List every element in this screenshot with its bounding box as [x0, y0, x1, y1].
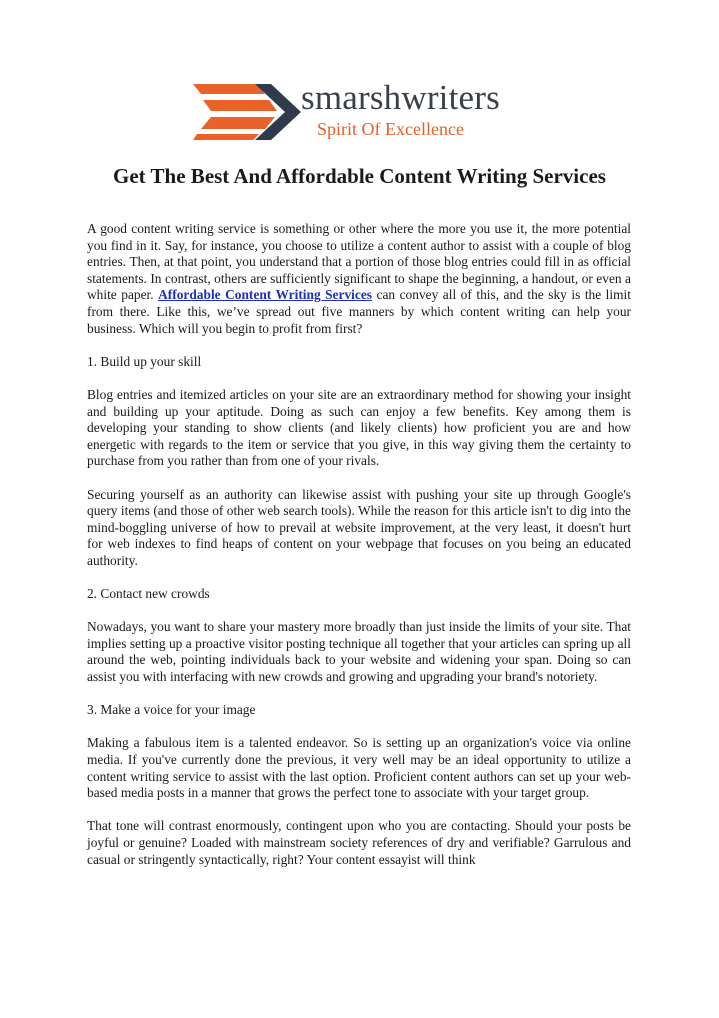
logo-tagline: Spirit Of Excellence: [317, 119, 464, 139]
section-heading: 3. Make a voice for your image: [87, 702, 256, 718]
logo-chevron-icon: [193, 84, 303, 140]
page-title: Get The Best And Affordable Content Writing Services: [113, 164, 606, 188]
intro-text-before-link: A good content writing service is something or other where the more you use it, the more potential you find in it. Say, for instance, you choose to utilize a content author to assist with a couple of blog entries. Then, at that point, you understand that a portion of those blog entries could fill in as official statements. In contrast, others are sufficiently significant to shape the beginning, a handout, or even a white paper.: [87, 221, 631, 303]
brand-logo: [193, 78, 533, 144]
section-paragraph: That tone will contrast enormously, contingent upon who you are contacting. Should your posts be joyful or genuine? Loaded with mainstream society references of dry and verifiable? Garrulous and casual or stringently syntactically, right? Your content essayist will think: [87, 818, 631, 867]
intro-paragraph: [87, 221, 631, 337]
intro-text-after-link: can convey all of this, and the sky is the limit from there. Like this, we’ve spread out five manners by which content writing can help your business. Which will you begin to profit from first?: [87, 287, 631, 336]
logo-name: smarshwriters: [301, 78, 500, 117]
article-body: [87, 221, 631, 885]
section-heading: 1. Build up your skill: [87, 353, 202, 369]
section-paragraph: Blog entries and itemized articles on your site are an extraordinary method for showing your insight and building up your aptitude. Doing as such can enjoy a few benefits. Key among them is developing your standing to show clients (and likely clients) how proficient you are and how energetic with regards to the item or service that you give, in this way giving them the certainty to purchase from you rather than from one of your rivals.: [87, 386, 631, 469]
affordable-content-writing-link[interactable]: Affordable Content Writing Services: [158, 287, 372, 303]
section-heading: 2. Contact new crowds: [87, 586, 210, 602]
section-paragraph: Nowadays, you want to share your mastery more broadly than just inside the limits of your site. That implies setting up a proactive visitor posting technique all together that your articles can spring up all around the web, pointing individuals back to your website and widening your span. Doing so can assist you with interfacing with new crowds and growing and upgrading your brand's notoriety.: [87, 619, 631, 685]
section-paragraph: Making a fabulous item is a talented endeavor. So is setting up an organization's voice via online media. If you've currently done the previous, it very well may be an ideal opportunity to utilize a content writing service to assist with the last option. Proficient content authors can set up your web-based media posts in a manner that grows the perfect tone to associate with your target group.: [87, 735, 631, 801]
section-paragraph: Securing yourself as an authority can likewise assist with pushing your site up through Google's query items (and those of other web search tools). While the reason for this article isn't to dig into the mind-boggling universe of how to prevail at website improvement, at the very least, it doesn't hurt for web indexes to find heaps of content on your webpage that focuses on you being an educated authority.: [87, 486, 631, 568]
